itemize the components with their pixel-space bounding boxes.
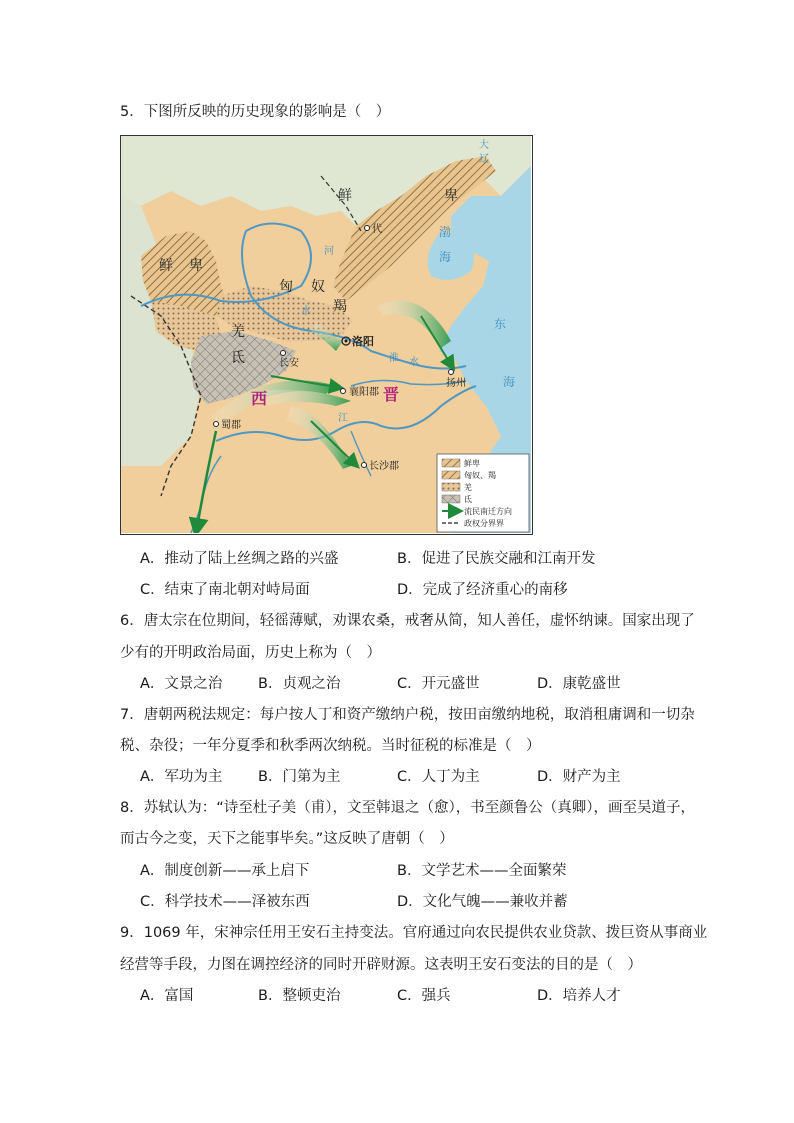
q7-option-d: D．财产为主 [537,769,621,785]
map-label: 东 [494,317,507,331]
q6-stem-line1: 6．唐太宗在位期间，轻徭薄赋，劝课农桑，戒奢从简，知人善任，虚怀纳谏。国家出现了 [120,613,695,629]
q6-stem-line2: 少有的开明政治局面，历史上称为（ ） [120,645,381,661]
map-label: 襄阳郡 [349,387,379,398]
map-label: 长沙郡 [369,461,399,472]
q5-option-d: D．完成了经济重心的南移 [397,582,568,598]
legend-item: 匈奴、羯 [464,471,496,480]
q7-stem-line1: 7．唐朝两税法规定：每户按人丁和资产缴纳户税，按田亩缴纳地税，取消租庸调和一切杂 [120,707,695,723]
map-label: 河 [324,246,334,257]
map-label: 海 [439,250,452,264]
map-label: 辽 [479,154,489,165]
map-label: 洛阳 [352,335,374,348]
legend-item: 氐 [464,495,472,504]
q5-option-c: C．结束了南北朝对峙局面 [140,582,310,598]
q5-option-a: A．推动了陆上丝绸之路的兴盛 [140,551,339,567]
map-label: 羌 [231,324,245,340]
q8-stem-line1: 8．苏轼认为：“诗至杜子美（甫），文至韩退之（愈），书至颜鲁公（真卿），画至吴道子， [120,800,695,816]
legend-item: 鲜卑 [464,459,480,468]
map-label: 鲜 [159,258,173,274]
map-label: 大 [479,140,489,151]
map-label: 羯 [333,299,347,315]
map-label: 鲜 [338,188,352,204]
q8-stem-line2: 而古今之变，天下之能事毕矣。”这反映了唐朝（ ） [120,831,454,847]
legend-item: 羌 [464,483,472,492]
q8-option-b: B．文学艺术——全面繁荣 [397,863,567,879]
map-label: 蜀郡 [221,420,241,431]
map-legend [437,454,529,532]
q6-option-c: C．开元盛世 [397,676,480,692]
map-label: 代 [372,224,382,235]
map-label: 长安 [279,358,299,369]
map-label: 匈 [279,279,293,295]
q6-option-a: A．文景之治 [140,676,223,692]
q7-stem-line2: 税、杂役；一年分夏季和秋季两次纳税。当时征税的标准是（ ） [120,738,541,754]
map-label: 水 [301,306,311,317]
q8-option-d: D．文化气魄——兼收并蓄 [397,894,568,910]
q7-option-c: C．人丁为主 [397,769,480,785]
q9-option-a: A．富国 [140,988,194,1004]
q8-option-a: A．制度创新——承上启下 [140,863,310,879]
q9-option-d: D．培养人才 [537,988,621,1004]
map-label: 卑 [444,188,458,204]
legend-item: 政权分界界 [464,519,504,528]
q7-option-a: A．军功为主 [140,769,223,785]
map-label: 水 [409,357,419,368]
q6-option-b: B．贞观之治 [258,676,341,692]
q9-option-c: C．强兵 [397,988,451,1004]
q5-option-b: B．促进了民族交融和江南开发 [397,551,596,567]
map-label: 西 [251,389,268,408]
q9-option-b: B．整顿吏治 [258,988,341,1004]
map-label: 晋 [383,385,400,404]
map-label: 淮 [389,353,399,364]
q9-stem-line2: 经营等手段，力图在调控经济的同时开辟财源。这表明王安石变法的目的是（ ） [120,957,642,973]
q5-stem: 5．下图所反映的历史现象的影响是（ ） [120,104,391,120]
map-label: 卑 [189,258,203,274]
legend-item: 流民南迁方向 [464,507,512,516]
map-label: 氐 [231,350,245,366]
map-label: 渤 [439,225,452,239]
q6-option-d: D．康乾盛世 [537,676,621,692]
q7-option-b: B．门第为主 [258,769,341,785]
q5-map [120,135,533,535]
q9-stem-line1: 9．1069 年，宋神宗任用王安石主持变法。官府通过向农民提供农业贷款、拨巨资从事商业 [120,925,708,941]
map-label: 奴 [311,279,325,295]
map-label: 海 [503,375,516,389]
map-label: 江 [338,413,348,424]
q8-option-c: C．科学技术——泽被东西 [140,894,310,910]
map-label: 扬州 [446,378,466,389]
